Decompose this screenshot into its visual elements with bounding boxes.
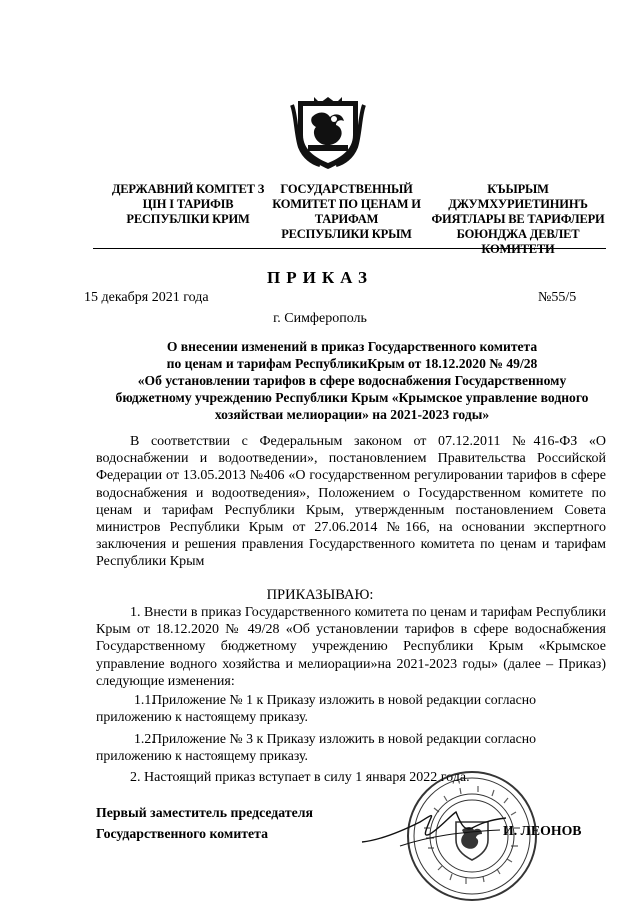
item-1-1-text: Приложение № 1 к Приказу изложить в новой редакции согласно приложению к настоящему приказу.: [96, 692, 537, 725]
header-russian: [264, 182, 429, 242]
header-line: БОЮНДЖА ДЕВЛЕТ: [456, 227, 580, 241]
subject-line: бюджетному учреждению Республики Крым «Крымское управление водного: [115, 390, 589, 405]
header-line: ТАРИФАМ: [314, 212, 379, 226]
crimea-coat-of-arms-icon: [290, 95, 366, 171]
order-item-2: 2. Настоящий приказ вступает в силу 1 января 2022 года.: [130, 770, 470, 785]
preamble: [96, 433, 606, 571]
item-1-2-text: Приложение № 3 к Приказу изложить в новой редакции согласно приложению к настоящему приказу.: [96, 731, 537, 764]
header-line: ГОСУДАРСТВЕННЫЙ: [280, 182, 413, 196]
header-line: КЪЫРЫМ: [487, 182, 549, 196]
header-line: ДЕРЖАВНИЙ КОМІТЕТ З: [111, 182, 265, 196]
position-line: Государственного комитета: [96, 826, 269, 841]
subject-line: хозяйстваи мелиорации» на 2021-2023 годы»: [214, 407, 490, 422]
header-ukrainian: [108, 182, 268, 227]
subject-line: «Об установлении тарифов в сфере водоснабжения Государственному: [137, 373, 567, 388]
position-line: Первый заместитель председателя: [96, 805, 313, 820]
header-line: ДЖУМХУРИЕТИНИНЪ: [448, 197, 588, 211]
header-line: КОМИТЕТ ПО ЦЕНАМ И: [272, 197, 421, 211]
header-line: ЦІН І ТАРИФІВ: [142, 197, 234, 211]
preamble-text: В соответствии с Федеральным законом от 07.12.2011 №416-ФЗ «О водоснабжении и водоотведении», постановлением Правительства Российской Федерации от 13.05.2013 №406 «О государственном регулировании тарифов в сфере водоснабжения и водоотведения», Положением о Государственном комитете по ценам и тарифам Республики Крым, утвержденным постановлением Совета министров Республики Крым от 27.06.2014 №166, на основании экспертного заключения и решения правления Государственного комитета по ценам и тарифам Республики Крым: [96, 434, 606, 570]
header-line: ФИЯТЛАРЫ ВЕ ТАРИФЛЕРИ: [431, 212, 605, 226]
item-1-text: 1. Внести в приказ Государственного комитета по ценам и тарифам Республики Крым от 18.12.2020 № 49/28 «Об установлении тарифов в сфере водоснабжения Государственному бюджетному учреждению Республики Крым «Крымское управление водного хозяйства и мелиорации»на 2021-2023 годы» (далее – Приказ) следующие изменения:: [96, 605, 606, 689]
order-date: 15 декабря 2021 года: [84, 290, 209, 305]
item-number: 1.2.: [134, 731, 155, 746]
subject-line: О внесении изменений в приказ Государственного комитета: [166, 339, 538, 354]
order-title: ПРИКАЗ: [267, 268, 373, 287]
header-divider: [93, 248, 606, 249]
signatory-position: [96, 802, 313, 844]
subject-line: по ценам и тарифам РеспубликиКрым от 18.12.2020 № 49/28: [166, 356, 538, 371]
header-crimean-tatar: [428, 182, 608, 257]
order-number: №55/5: [538, 290, 577, 305]
order-city: г. Симферополь: [273, 311, 367, 326]
header-line: РЕСПУБЛІКИ КРИМ: [126, 212, 250, 226]
order-subject: [92, 338, 612, 423]
order-item-1-1: [96, 691, 606, 725]
signatory-name: И. ЛЕОНОВ: [503, 823, 582, 838]
header-line: КОМИТЕТИ: [481, 242, 555, 256]
header-line: РЕСПУБЛИКИ КРЫМ: [281, 227, 412, 241]
order-item-1-2: [96, 730, 606, 764]
order-item-1: [96, 604, 606, 690]
prikazyvayu-heading: ПРИКАЗЫВАЮ:: [266, 587, 374, 603]
item-number: 1.1.: [134, 692, 155, 707]
handwritten-signature-icon: [360, 802, 510, 852]
